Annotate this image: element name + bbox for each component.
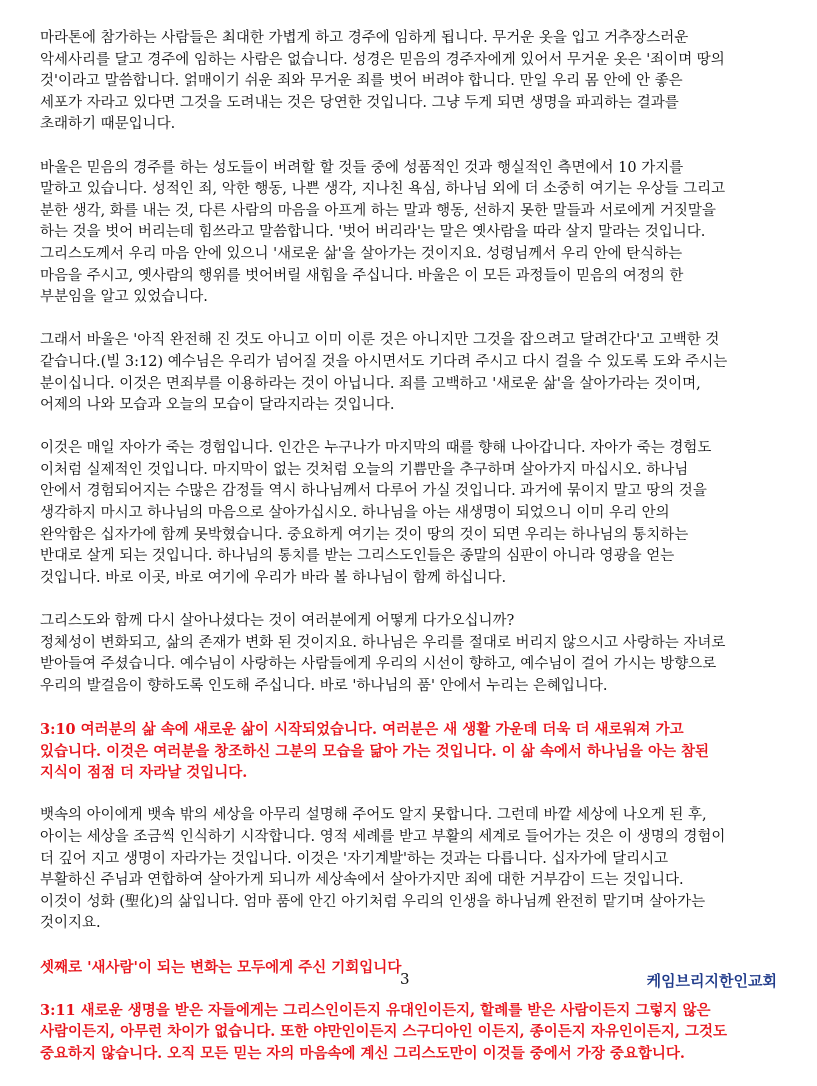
text-line: 셋째로 '새사람'이 되는 변화는 모두에게 주신 기회입니다 [40,958,402,976]
text-line: 것'이라고 말씀합니다. 얽매이기 쉬운 죄와 무거운 죄를 벗어 버려야 합니다. 만일 우리 몸 안에 안 좋은 [40,73,683,90]
body-paragraph [40,805,782,935]
text-line: 것입니다. 바로 이곳, 바로 여기에 우리가 바라 볼 하나님이 함께 하십니다. [40,569,507,586]
text-line: 세포가 자라고 있다면 그것을 도려내는 것은 당연한 것입니다. 그냥 두게 되면 생명을 파괴하는 결과를 [40,94,679,111]
text-line: 어제의 나와 모습과 오늘의 모습이 달라지라는 것입니다. [40,397,395,414]
text-line: 그리스도께서 우리 마음 안에 있으니 '새로운 삶'을 살아가는 것이지요. 성령님께서 우리 안에 탄식하는 [40,245,683,262]
text-line: 부활하신 주님과 연합하여 살아가게 되니까 세상속에서 살아가지만 죄에 대한 거부감이 드는 것입니다. [40,872,684,889]
text-line: 그리스도와 함께 다시 살아나셨다는 것이 여러분에게 어떻게 다가오십니까? [40,613,515,630]
page-number: 3 [400,970,410,988]
text-line: 분이십니다. 이것은 면죄부를 이용하라는 것이 아닙니다. 죄를 고백하고 '새로운 삶'을 살아가라는 것이며, [40,375,701,392]
text-line: 우리의 발걸음이 향하도록 인도해 주십니다. 바로 '하나님의 품' 안에서 누리는 은혜입니다. [40,677,608,694]
body-paragraph [40,611,782,697]
text-line: 3:10 여러분의 삶 속에 새로운 삶이 시작되었습니다. 여러분은 새 생활 가운데 더욱 더 새로워져 가고 [40,721,684,738]
body-paragraph [40,28,782,136]
text-line: 악세사리를 달고 경주에 임하는 사람은 없습니다. 성경은 믿음의 경주자에게 있어서 무거운 옷은 '죄이며 땅의 [40,51,725,68]
text-line: 반대로 살게 되는 것입니다. 하나님의 통치를 받는 그리스도인들은 종말의 심판이 아니라 영광을 얻는 [40,548,675,565]
text-line: 더 깊어 지고 생명이 자라가는 것입니다. 이것은 '자기계발'하는 것과는 다릅니다. 십자가에 달리시고 [40,850,669,867]
text-line: 마음을 주시고, 옛사람의 행위를 벗어버릴 새힘을 주십니다. 바울은 이 모든 과정들이 믿음의 여정의 한 [40,267,684,284]
text-line: 그래서 바울은 '아직 완전해 진 것도 아니고 이미 이룬 것은 아니지만 그것을 잡으려고 달려간다'고 고백한 것 [40,332,720,349]
scripture-paragraph [40,1000,782,1065]
text-line: 이것이 성화 (聖化)의 삶입니다. 엄마 품에 안긴 아기처럼 우리의 인생을 하나님께 완전히 맡기며 살아가는 [40,893,706,910]
text-line: 것이지요. [40,915,101,932]
body-paragraph [40,438,782,589]
text-line: 안에서 경험되어지는 수많은 감정들 역시 하나님께서 다루어 가실 것입니다. 과거에 묶이지 말고 땅의 것을 [40,483,707,500]
text-line: 정체성이 변화되고, 삶의 존재가 변화 된 것이지요. 하나님은 우리를 절대로 버리지 않으시고 사랑하는 자녀로 [40,634,726,651]
text-line: 지식이 점점 더 자라날 것입니다. [40,764,248,782]
text-line: 중요하지 않습니다. 오직 모든 믿는 자의 마음속에 계신 그리스도만이 이것들 중에서 가장 중요합니다. [40,1044,685,1062]
text-line: 하는 것을 벗어 버리는데 힘쓰라고 말씀합니다. '벗어 버리라'는 말은 옛사람을 따라 살지 말라는 것입니다. [40,224,706,241]
scripture-paragraph [40,719,782,784]
text-line: 생각하지 마시고 하나님의 마음으로 살아가십시오. 하나님을 아는 새생명이 되었으니 이미 우리 안의 [40,505,670,522]
document-page [40,28,782,1086]
text-line: 이것은 매일 자아가 죽는 경험입니다. 인간은 누구나가 마지막의 때를 향해 나아갑니다. 자아가 죽는 경험도 [40,440,712,457]
text-line: 있습니다. 이것은 여러분을 창조하신 그분의 모습을 닮아 가는 것입니다. 이 삶 속에서 하나님을 아는 참된 [40,742,710,760]
text-line: 이처럼 실제적인 것입니다. 마지막이 없는 것처럼 오늘의 기쁨만을 추구하며 살아가지 마십시오. 하나님 [40,461,689,478]
text-line: 아이는 세상을 조금씩 인식하기 시작합니다. 영적 세례를 받고 부활의 세계로 들어가는 것은 이 생명의 경험이 [40,828,726,845]
text-line: 마라톤에 참가하는 사람들은 최대한 가볍게 하고 경주에 임하게 됩니다. 무거운 옷을 입고 거추장스러운 [40,30,689,46]
text-line: 초래하기 때문입니다. [40,116,176,133]
text-line: 뱃속의 아이에게 뱃속 밖의 세상을 아무리 설명해 주어도 알지 못합니다. 그런데 바깥 세상에 나오게 된 후, [40,807,707,824]
text-line: 바울은 믿음의 경주를 하는 성도들이 버려할 할 것들 중에 성품적인 것과 행실적인 측면에서 10 가지를 [40,159,684,176]
text-line: 3:11 새로운 생명을 받은 자들에게는 그리스인이든지 유대인이든지, 할례를 받은 사람이든지 그렇지 않은 [40,1001,711,1019]
body-paragraph [40,158,782,309]
text-line: 완악함은 십자가에 함께 못박혔습니다. 중요하게 여기는 것이 땅의 것이 되면 우리는 하나님의 통치하는 [40,526,689,543]
text-line: 받아들여 주셨습니다. 예수님이 사랑하는 사람들에게 우리의 시선이 향하고, 예수님이 걸어 가시는 방향으로 [40,656,717,673]
text-line: 부분임을 알고 있었습니다. [40,289,208,306]
text-line: 사람이든지, 아무런 차이가 없습니다. 또한 야만인이든지 스구디아인 이든지, 종이든지 자유인이든지, 그것도 [40,1023,727,1041]
church-name: 케임브리지한인교회 [646,972,777,990]
text-line: 같습니다.(빌 3:12) 예수님은 우리가 넘어질 것을 아시면서도 기다려 주시고 다시 걸을 수 있도록 도와 주시는 [40,353,728,370]
body-paragraph [40,330,782,416]
text-line: 분한 생각, 화를 내는 것, 다른 사람의 마음을 아프게 하는 말과 행동, 선하지 못한 말들과 서로에게 거짓말을 [40,202,716,219]
page-footer [0,970,817,1000]
text-line: 말하고 있습니다. 성적인 죄, 악한 행동, 나쁜 생각, 지나친 욕심, 하나님 외에 더 소중히 여기는 우상들 그리고 [40,181,726,198]
